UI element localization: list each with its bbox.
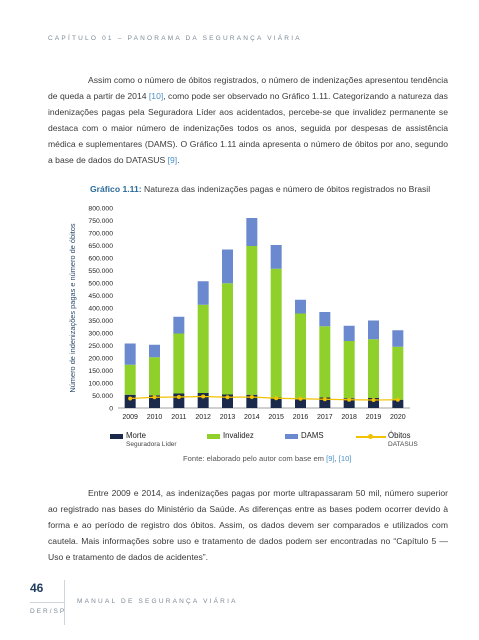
source-separator: ,: [334, 454, 339, 463]
legend-sublabel-obitos: DATASUS: [388, 441, 418, 448]
legend-swatch-dams: [285, 434, 298, 439]
bar-dams-2013: [222, 250, 233, 284]
bar-dams-2014: [246, 218, 257, 246]
point-obitos-2012: [201, 395, 205, 399]
legend-label-morte: Morte: [126, 431, 146, 440]
bar-invalidez-2010: [149, 357, 160, 395]
bar-invalidez-2014: [246, 246, 257, 395]
x-tick-label: 2012: [195, 414, 211, 421]
closing-paragraph: Entre 2009 e 2014, as indenizações pagas por morte ultrapassaram 50 mil, número superior ao registrado nas bases do Ministério da Saúde. As diferenças entre as bases podem ocorrer devido à forma e ao período de registro dos óbitos. Assim, os dados devem ser comparados e utilizados com cautela. Mais informações sobre uso e tratamento de dados podem ser encontradas no “Capítulo 5 — Uso e tratamento de dados de acidentes”.: [48, 488, 448, 562]
point-obitos-2015: [274, 396, 278, 400]
intro-paragraph: [48, 72, 448, 168]
y-tick-label: 600.000: [88, 255, 113, 263]
bar-invalidez-2020: [392, 347, 403, 400]
y-tick-label: 650.000: [88, 243, 113, 250]
reference-link[interactable]: [9]: [167, 155, 178, 165]
legend-marker-obitos: [368, 434, 373, 439]
x-tick-label: 2020: [390, 414, 406, 421]
y-axis-label: Número de indenizações pagas e número de óbitos: [68, 223, 77, 393]
page-number: 46: [30, 581, 44, 595]
point-obitos-2010: [153, 395, 157, 399]
point-obitos-2013: [226, 395, 230, 399]
y-tick-label: 50.000: [92, 393, 113, 400]
x-tick-label: 2014: [244, 414, 260, 421]
point-obitos-2011: [177, 395, 181, 399]
x-tick-label: 2018: [341, 414, 357, 421]
point-obitos-2019: [372, 398, 376, 402]
bar-dams-2016: [295, 300, 306, 314]
legend-swatch-morte: [110, 434, 123, 439]
y-tick-label: 400.000: [88, 305, 113, 313]
x-tick-label: 2013: [219, 414, 236, 421]
point-obitos-2018: [347, 398, 351, 402]
chart-source: [183, 454, 351, 463]
bar-invalidez-2015: [271, 269, 282, 398]
point-obitos-2009: [128, 397, 132, 401]
bar-invalidez-2009: [125, 365, 136, 395]
point-obitos-2014: [250, 395, 254, 399]
reference-link[interactable]: [10]: [338, 454, 352, 463]
bar-dams-2011: [173, 317, 184, 334]
bar-invalidez-2012: [198, 305, 209, 393]
x-tick-label: 2016: [292, 414, 309, 421]
point-obitos-2017: [323, 397, 327, 401]
bar-invalidez-2018: [344, 341, 355, 398]
legend-label-obitos: Óbitos: [388, 431, 411, 440]
y-tick-label: 250.000: [88, 343, 113, 350]
y-tick-label: 750.000: [88, 218, 113, 225]
chart-legend: [110, 431, 440, 455]
bar-dams-2019: [368, 321, 379, 340]
chart-title: Natureza das indenizações pagas e número de óbitos registrados no Brasil: [141, 184, 431, 194]
paragraph-text: , como pode ser observado no Gráfico 1.11. Categorizando a natureza das indenizações pagas pela Seguradora Líder aos acidentados, percebe-se que invalidez permanente se destaca com o maior número de indenizações todos os anos, seguida por despesas de assistência médica e suplementares (DAMS). O Gráfico 1.11 ainda apresenta o número de óbitos por ano, segundo a base de dados do DATASUS: [48, 91, 448, 165]
x-tick-label: 2010: [146, 414, 163, 421]
reference-link[interactable]: [10]: [148, 91, 164, 101]
x-tick-label: 2009: [122, 414, 138, 421]
legend-swatch-invalidez: [207, 434, 220, 439]
chart-heading: [90, 184, 430, 194]
legend-label-dams: DAMS: [301, 431, 324, 440]
chapter-header: CAPÍTULO 01 – PANORAMA DA SEGURANÇA VIÁRIA: [48, 35, 302, 42]
x-tick-label: 2017: [317, 414, 333, 421]
line-obitos: [130, 397, 398, 401]
point-obitos-2016: [299, 397, 303, 401]
bar-invalidez-2019: [368, 339, 379, 398]
y-tick-label: 350.000: [88, 318, 113, 325]
reference-link[interactable]: [9]: [326, 454, 335, 463]
x-tick-label: 2011: [171, 414, 187, 421]
y-tick-label: 300.000: [88, 330, 113, 338]
y-tick-label: 200.000: [88, 355, 113, 363]
y-tick-label: 550.000: [88, 268, 113, 275]
bar-dams-2018: [344, 326, 355, 341]
bar-dams-2010: [149, 345, 160, 358]
footer-org: DER/SP: [30, 608, 67, 615]
y-tick-label: 500.000: [88, 280, 113, 288]
stacked-bar-chart: [62, 196, 422, 426]
bar-invalidez-2011: [173, 334, 184, 394]
point-obitos-2020: [396, 398, 400, 402]
y-tick-label: 0: [109, 405, 113, 413]
y-tick-label: 800.000: [88, 205, 113, 213]
bar-dams-2012: [198, 281, 209, 305]
bar-dams-2017: [319, 312, 330, 326]
footer-divider-vertical: [64, 580, 65, 625]
x-tick-label: 2015: [268, 414, 284, 421]
footer-divider-horizontal: [30, 602, 64, 603]
legend-sublabel-morte: Seguradora Líder: [126, 441, 177, 448]
bar-dams-2020: [392, 330, 403, 347]
y-tick-label: 700.000: [88, 230, 113, 238]
bar-invalidez-2016: [295, 314, 306, 400]
bar-dams-2009: [125, 344, 136, 365]
x-tick-label: 2019: [365, 414, 382, 421]
bar-dams-2015: [271, 245, 282, 269]
paragraph-text: .: [177, 155, 180, 165]
y-tick-label: 150.000: [88, 368, 113, 375]
paragraph-text: Assim como o número de óbitos registrados, o número de indenizações apresentou tendência de queda a partir de 2014: [48, 75, 448, 101]
bar-invalidez-2013: [222, 283, 233, 394]
source-text: Fonte: elaborado pelo autor com base em: [183, 454, 327, 463]
footer-manual-title: MANUAL DE SEGURANÇA VIÁRIA: [77, 598, 238, 605]
y-tick-label: 450.000: [88, 293, 113, 300]
chart-number: Gráfico 1.11:: [90, 184, 142, 194]
y-tick-label: 100.000: [88, 380, 113, 388]
legend-label-invalidez: Invalidez: [223, 431, 254, 440]
bar-invalidez-2017: [319, 326, 330, 397]
